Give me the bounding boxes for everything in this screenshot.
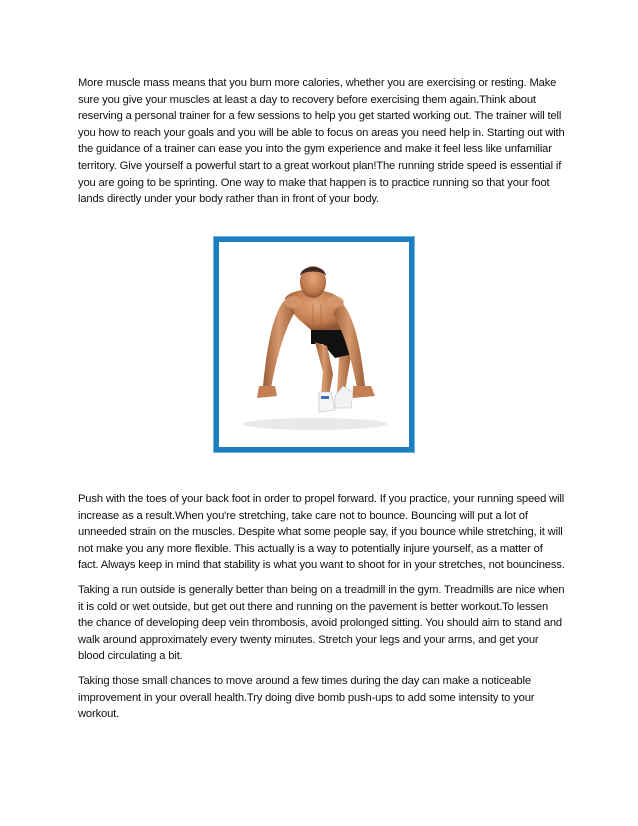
sprinter-start-photo bbox=[223, 246, 405, 443]
paragraph-push-with-toes: Push with the toes of your back foot in order to propel forward. If you practice, your running speed will increase as a result.When you're stretching, take care not to bounce. Bouncing will put a lot of unneeded strain on the muscles. Despite what some people say, if you bounce while stretching, it will not make you any more flexible. This actually is a way to potentially injure yourself, as a matter of fact. Always keep in mind that stability is what you want to shoot for in your stretches, not bounciness. bbox=[78, 493, 565, 572]
sprinter-figure-illustration bbox=[223, 246, 405, 443]
athlete-photo-frame bbox=[214, 237, 414, 452]
paragraph-small-chances: Taking those small chances to move around a few times during the day can make a noticeable improvement in your overall health.Try doing dive bomb push-ups to add some intensity to your workout. bbox=[78, 675, 535, 721]
paragraph-muscle-mass: More muscle mass means that you burn more calories, whether you are exercising or resting. Make sure you give your muscles at least a day to recovery before exercising them again.Think about reserving a personal trainer for a few sessions to help you get started working out. The trainer will tell you how to reach your goals and you will be able to focus on areas you need help in. Starting out with the guidance of a trainer can ease you into the gym experience and make it feel less like unfamiliar territory. Give yourself a powerful start to a great workout plan!The running stride speed is essential if you are going to be sprinting. One way to make that happen is to practice running so that your foot lands directly under your body rather than in front of your body. bbox=[78, 77, 565, 206]
paragraph-run-outside: Taking a run outside is generally better than being on a treadmill in the gym. Treadmills are nice when it is cold or wet outside, but get out there and running on the pavement is better workout.To lessen the chance of developing deep vein thrombosis, avoid prolonged sitting. You should aim to stand and walk around approximately every twenty minutes. Stretch your legs and your arms, and get your blood circulating a bit. bbox=[78, 584, 565, 663]
